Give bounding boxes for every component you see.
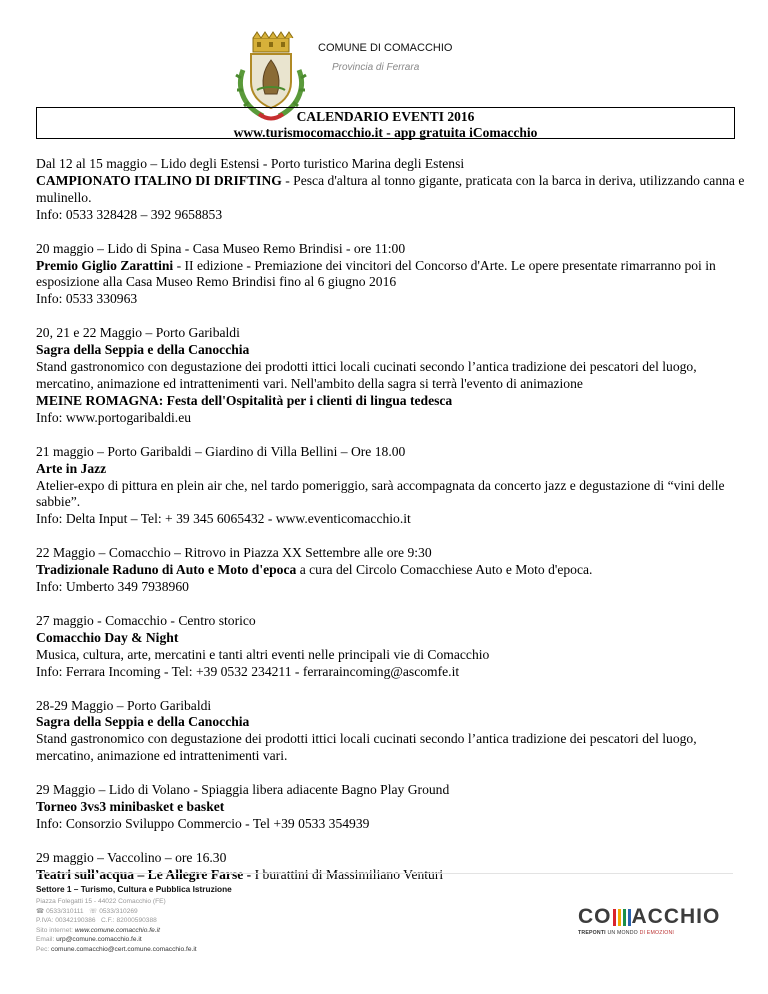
event-desc: a cura del Circolo Comacchiese Auto e Moto d'epoca. — [299, 562, 593, 578]
event-desc: Pesca d'altura al tonno gigante, praticata con la barca in deriva, utilizzando canna e mulinello. — [36, 172, 745, 205]
event-description — [36, 461, 746, 512]
event-info: Info: Consorzio Sviluppo Commercio - Tel +39 0533 354939 — [36, 816, 370, 831]
event-info: Info: www.portogaribaldi.eu — [36, 409, 192, 425]
brand-part1: CO — [578, 905, 612, 928]
event-item — [36, 698, 746, 766]
piva-label: P.IVA: — [36, 917, 54, 925]
event-item — [36, 325, 746, 426]
brand-part2: ACCHIO — [631, 905, 721, 928]
calendar-title: CALENDARIO EVENTI 2016 — [296, 109, 475, 124]
event-info: Info: Ferrara Incoming - Tel: +39 0532 234211 - ferraraincoming@ascomfe.it — [36, 663, 460, 679]
footer-tax — [36, 916, 232, 926]
event-title: Tradizionale Raduno di Auto e Moto d'epoca — [36, 562, 297, 578]
event-title: CAMPIONATO ITALINO DI DRIFTING — [36, 172, 282, 188]
events-list — [36, 156, 746, 901]
event-description — [36, 173, 746, 207]
event-info: Info: Delta Input – Tel: + 39 345 6065432 - www.eventicomacchio.it — [36, 511, 411, 527]
footer-site — [36, 926, 232, 936]
event-desc: Stand gastronomico con degustazione dei prodotti ittici locali cucinati secondo l’antica tradizione dei pescatori del luogo, mercatino, animazione ed intrattenimenti vari. Nell'ambito della sagra si terrà l'evento di animazione — [36, 359, 697, 391]
event-info: Info: Umberto 349 7938960 — [36, 579, 189, 595]
event-title: Sagra della Seppia e della Canocchia — [36, 714, 250, 730]
event-description — [36, 342, 746, 393]
event-item — [36, 850, 746, 884]
footer-phones — [36, 907, 232, 917]
brand-bar — [613, 909, 616, 926]
event-info: Info: 0533 330963 — [36, 291, 138, 307]
event-title: Teatri sull’acqua – Le Allegre Farse - — [36, 866, 252, 882]
event-title-separator: - — [173, 257, 185, 273]
event-desc: II edizione - Premiazione dei vincitori del Concorso d'Arte. Le opere presentate rimarranno poi in esposizione alla Casa Museo Remo Brindisi fino al 6 giugno 2016 — [36, 257, 716, 290]
comune-name: COMUNE DI COMACCHIO — [318, 42, 453, 54]
event-date-place: 22 Maggio – Comacchio – Ritrovo in Piazza XX Settembre alle ore 9:30 — [36, 545, 432, 561]
event-item — [36, 156, 746, 224]
event-date-place: 28-29 Maggio – Porto Garibaldi — [36, 697, 212, 713]
event-item — [36, 613, 746, 681]
event-item — [36, 444, 746, 529]
event-date-place: 27 maggio - Comacchio - Centro storico — [36, 612, 256, 628]
event-description — [36, 630, 746, 664]
cf-label: C.F.: — [101, 917, 115, 925]
event-desc: Stand gastronomico con degustazione dei prodotti ittici locali cucinati secondo l’antica tradizione dei pescatori del luogo, mercatino, animazione ed intrattenimenti vari. — [36, 731, 697, 764]
event-desc: Musica, cultura, arte, mercatini e tanti altri eventi nelle principali vie di Comacchio — [36, 646, 490, 662]
event-date-place: 21 maggio – Porto Garibaldi – Giardino di Villa Bellini – Ore 18.00 — [36, 443, 406, 459]
brand-wordmark — [578, 905, 728, 929]
brand-bar — [628, 909, 631, 926]
event-date-place: 20, 21 e 22 Maggio – Porto Garibaldi — [36, 325, 240, 341]
event-desc: I burattini di Massimiliano Venturi — [254, 866, 444, 882]
event-description — [36, 258, 746, 292]
event-info: Info: 0533 328428 – 392 9658853 — [36, 206, 223, 222]
footer-address: Piazza Folegatti 15 - 44022 Comacchio (FE) — [36, 898, 166, 905]
pec-label: Pec: — [36, 945, 50, 953]
event-description — [36, 562, 746, 579]
event-date-place: 29 Maggio – Lido di Volano - Spiaggia libera adiacente Bagno Play Ground — [36, 782, 450, 798]
event-item — [36, 782, 746, 833]
event-description — [36, 714, 746, 765]
brand-tag-c: DI EMOZIONI — [639, 930, 675, 936]
footer-divider — [36, 873, 733, 874]
event-description — [36, 867, 746, 884]
event-title-separator: - — [281, 172, 294, 188]
event-title: Comacchio Day & Night — [36, 629, 179, 645]
piva-value: 00342190386 — [55, 917, 96, 925]
email-label: Email: — [36, 936, 55, 944]
footer-fax: 0533/310269 — [99, 907, 138, 915]
event-date-place: Dal 12 al 15 maggio – Lido degli Estensi - Porto turistico Marina degli Estensi — [36, 156, 465, 171]
footer-office: Settore 1 – Turismo, Cultura e Pubblica Istruzione — [36, 884, 232, 894]
footer-contacts — [36, 884, 232, 955]
event-date-place: 20 maggio – Lido di Spina - Casa Museo Remo Brindisi - ore 11:00 — [36, 240, 406, 256]
brand-bars-icon — [613, 909, 631, 926]
email-link[interactable]: urp@comune.comacchio.fe.it — [56, 936, 142, 944]
footer-pec — [36, 945, 232, 955]
event-item — [36, 241, 746, 309]
footer-email — [36, 935, 232, 945]
brand-tagline — [578, 930, 728, 936]
event-title: Arte in Jazz — [36, 460, 107, 476]
phone-icon: ☎ — [36, 907, 45, 915]
event-title: Sagra della Seppia e della Canocchia — [36, 342, 250, 358]
event-description — [36, 799, 746, 816]
brand-tag-b: UN MONDO — [607, 930, 638, 936]
event-item — [36, 545, 746, 596]
comacchio-brand-logo — [578, 905, 728, 936]
event-special-title: MEINE ROMAGNA: Festa dell'Ospitalità per i clienti di lingua tedesca — [36, 392, 453, 408]
site-link[interactable]: www.comune.comacchio.fe.it — [74, 926, 160, 934]
pec-link[interactable]: comune.comacchio@cert.comune.comacchio.fe.it — [51, 945, 197, 953]
brand-bar — [623, 909, 626, 926]
calendar-subtitle: www.turismocomacchio.it - app gratuita iComacchio — [233, 124, 538, 140]
brand-bar — [618, 909, 621, 926]
fax-icon: ☏ — [89, 907, 98, 915]
brand-tag-a: TREPONTI — [578, 930, 606, 936]
provincia-name: Provincia di Ferrara — [332, 62, 420, 73]
event-date-place: 29 maggio – Vaccolino – ore 16.30 — [36, 849, 227, 865]
cf-value: 82000590388 — [116, 917, 157, 925]
event-desc: Atelier-expo di pittura en plein air che, nel tardo pomeriggio, sarà accompagnata da concerto jazz e degustazione di “vini delle sabbie”. — [36, 477, 725, 510]
footer-phone: 0533/310111 — [46, 907, 84, 915]
event-title: Premio Giglio Zarattini — [36, 257, 174, 273]
event-title: Torneo 3vs3 minibasket e basket — [36, 799, 225, 815]
site-label: Sito internet: — [36, 926, 74, 934]
calendar-title-box — [36, 107, 735, 139]
